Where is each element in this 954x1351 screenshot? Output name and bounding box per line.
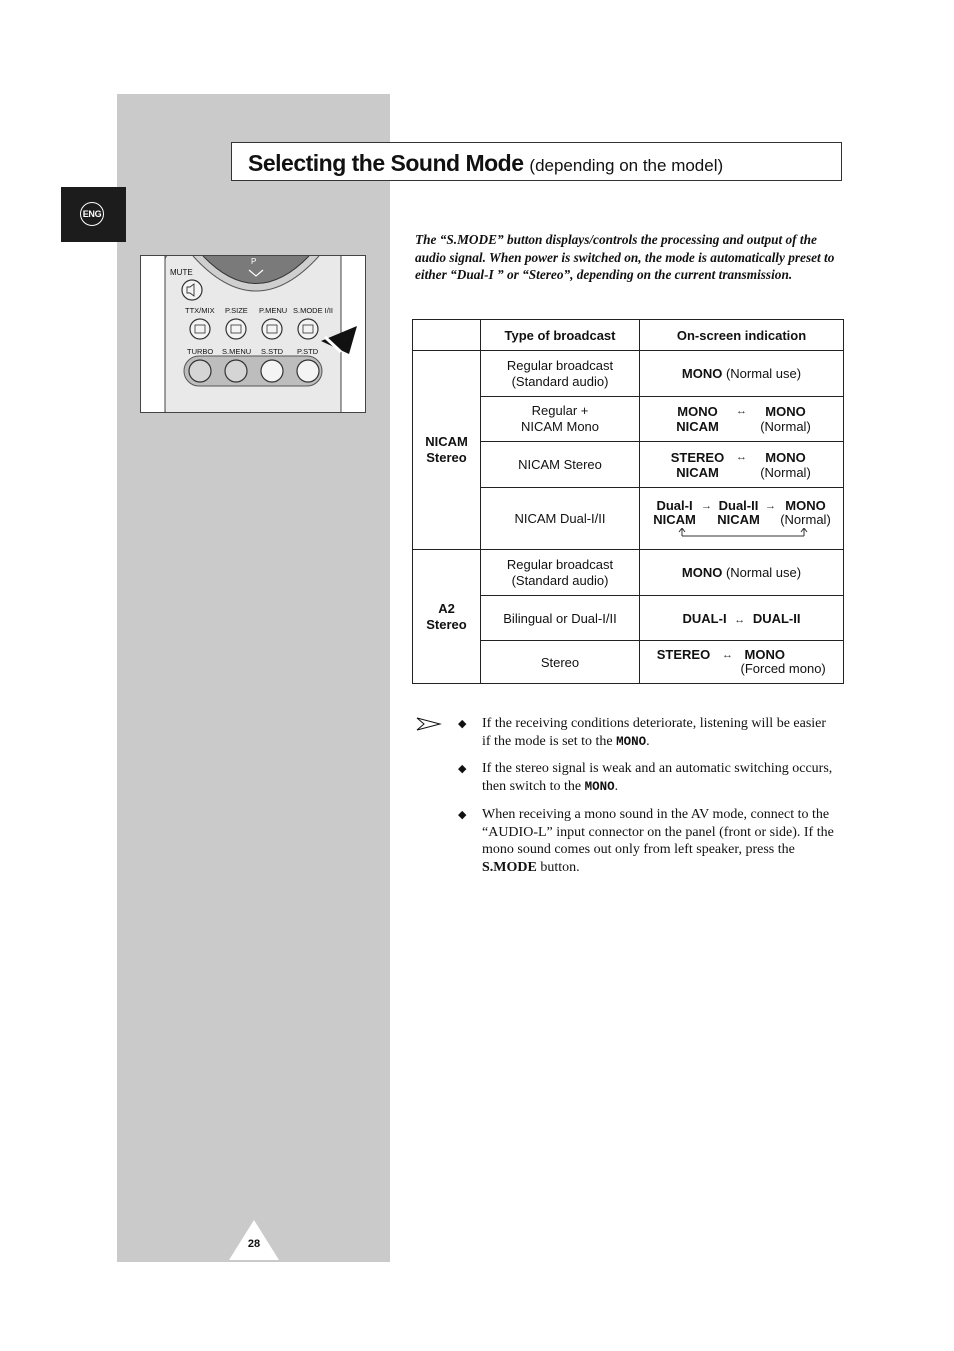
osd-note: (Normal) bbox=[780, 512, 831, 527]
osd-cell bbox=[640, 488, 844, 550]
remote-label-sstd: S.STD bbox=[261, 347, 284, 356]
osd-cell bbox=[640, 351, 844, 397]
table-header-empty bbox=[413, 320, 481, 351]
remote-illustration bbox=[140, 255, 366, 413]
type-text: NICAM Mono bbox=[520, 419, 600, 434]
osd-mode: MONO bbox=[681, 565, 723, 580]
type-cell bbox=[481, 596, 640, 641]
remote-label-pstd: P.STD bbox=[297, 347, 319, 356]
type-text: NICAM Dual-I/II bbox=[514, 511, 606, 526]
osd-cell bbox=[640, 397, 844, 442]
page-number-badge bbox=[229, 1220, 279, 1260]
intro-paragraph: The “S.MODE” button displays/controls the processing and output of the audio signal. When power is switched on, the mode is automatically preset to either “Dual-I ” or “Stereo”, depending on the current transmission. bbox=[415, 232, 835, 282]
type-text: (Standard audio) bbox=[511, 572, 609, 588]
osd-mode: NICAM bbox=[653, 512, 696, 527]
type-cell bbox=[481, 550, 640, 596]
note-item bbox=[482, 715, 838, 751]
osd-cell bbox=[640, 550, 844, 596]
page-title-text: Selecting the Sound Mode bbox=[248, 150, 524, 176]
swap-arrow-icon: ↔ bbox=[736, 405, 747, 417]
osd-mode: MONO bbox=[744, 647, 785, 662]
osd-mode: NICAM bbox=[676, 419, 719, 434]
osd-note: (Normal) bbox=[760, 464, 811, 480]
note-text: . bbox=[646, 733, 650, 749]
osd-cell bbox=[640, 442, 844, 488]
remote-label-pmenu: P.MENU bbox=[259, 306, 288, 315]
note-text: button. bbox=[536, 859, 580, 875]
remote-drawing bbox=[141, 256, 366, 413]
nicam-group-sublabel: Stereo bbox=[426, 450, 467, 465]
type-cell bbox=[481, 397, 640, 442]
osd-mode: DUAL-II bbox=[752, 610, 801, 626]
note-text: If the receiving conditions deteriorate, listening will be easier if the mode is set to the bbox=[482, 716, 827, 749]
arrow-right-icon: → bbox=[765, 500, 776, 512]
type-text: Bilingual or Dual-I/II bbox=[503, 610, 617, 626]
note-text: . bbox=[614, 778, 619, 794]
a2-group-cell bbox=[413, 550, 481, 684]
a2-group-label: A2 bbox=[438, 600, 455, 616]
swap-arrow-icon: ↔ bbox=[734, 613, 746, 626]
arrow-right-icon: → bbox=[701, 500, 712, 512]
language-badge-label: ENG bbox=[80, 202, 104, 226]
type-text: NICAM Stereo bbox=[518, 457, 602, 472]
page-subtitle: (depending on the model) bbox=[529, 156, 724, 175]
osd-cell bbox=[640, 596, 844, 641]
page-title bbox=[248, 150, 723, 177]
remote-label-ttx: TTX/MIX bbox=[185, 306, 215, 315]
osd-note: (Normal use) bbox=[725, 565, 802, 580]
note-code: S.MODE bbox=[482, 859, 537, 875]
table-row bbox=[413, 550, 844, 596]
type-text: Regular broadcast bbox=[506, 556, 614, 572]
osd-mode: MONO bbox=[765, 449, 806, 465]
bullet-icon: ◆ bbox=[458, 809, 467, 821]
osd-mode: Dual-I bbox=[656, 498, 693, 513]
table-header-osd: On-screen indication bbox=[640, 320, 844, 351]
osd-mode: MONO bbox=[765, 404, 806, 419]
type-text: Stereo bbox=[540, 654, 580, 670]
cycle-arrow-icon bbox=[672, 528, 812, 538]
table-row bbox=[413, 351, 844, 397]
nicam-group-cell bbox=[413, 351, 481, 550]
bullet-icon: ◆ bbox=[458, 718, 467, 730]
osd-mode: NICAM bbox=[676, 464, 719, 480]
broadcast-table bbox=[412, 319, 844, 684]
swap-arrow-icon: ↔ bbox=[736, 450, 747, 463]
osd-mode: DUAL-I bbox=[682, 610, 727, 626]
table-header-type: Type of broadcast bbox=[481, 320, 640, 351]
osd-note: (Forced mono) bbox=[740, 661, 826, 676]
remote-label-mute: MUTE bbox=[170, 268, 193, 277]
osd-mode: STEREO bbox=[670, 449, 725, 465]
osd-mode: MONO bbox=[785, 498, 826, 513]
note-code: MONO bbox=[584, 779, 615, 794]
page-number: 28 bbox=[247, 1238, 261, 1250]
table-header-row bbox=[413, 320, 844, 351]
nicam-group-label: NICAM bbox=[425, 434, 468, 449]
osd-note: (Normal use) bbox=[725, 366, 802, 381]
osd-cell bbox=[640, 641, 844, 684]
remote-label-top: P bbox=[251, 257, 257, 266]
type-text: Regular + bbox=[531, 403, 589, 418]
note-text: If the stereo signal is weak and an automatic switching occurs, then switch to the bbox=[482, 761, 833, 794]
bullet-icon: ◆ bbox=[458, 763, 467, 775]
remote-label-turbo: TURBO bbox=[187, 347, 214, 356]
osd-mode: NICAM bbox=[717, 512, 760, 527]
type-text: (Standard audio) bbox=[511, 373, 609, 389]
type-cell bbox=[481, 641, 640, 684]
type-cell bbox=[481, 351, 640, 397]
remote-label-smode: S.MODE I/II bbox=[293, 306, 334, 315]
note-text: When receiving a mono sound in the AV mode, connect to the “AUDIO-L” input connector on the panel (front or side). If the mono sound comes out only from left speaker, press the bbox=[482, 807, 834, 857]
note-item bbox=[482, 760, 838, 796]
type-cell bbox=[481, 442, 640, 488]
osd-mode: STEREO bbox=[656, 647, 711, 662]
note-code: MONO bbox=[616, 734, 647, 749]
title-box bbox=[231, 142, 842, 181]
swap-arrow-icon: ↔ bbox=[722, 649, 733, 661]
osd-mode: MONO bbox=[681, 366, 723, 381]
language-badge bbox=[61, 187, 126, 242]
remote-label-smenu: S.MENU bbox=[222, 347, 252, 356]
osd-mode: Dual-II bbox=[718, 498, 759, 513]
a2-group-sublabel: Stereo bbox=[426, 616, 467, 632]
type-text: Regular broadcast bbox=[506, 357, 614, 373]
osd-note: (Normal) bbox=[760, 419, 811, 434]
note-item bbox=[482, 806, 838, 876]
note-arrow-icon bbox=[416, 717, 442, 731]
osd-mode: MONO bbox=[677, 404, 718, 419]
type-cell bbox=[481, 488, 640, 550]
remote-label-psize: P.SIZE bbox=[225, 306, 248, 315]
